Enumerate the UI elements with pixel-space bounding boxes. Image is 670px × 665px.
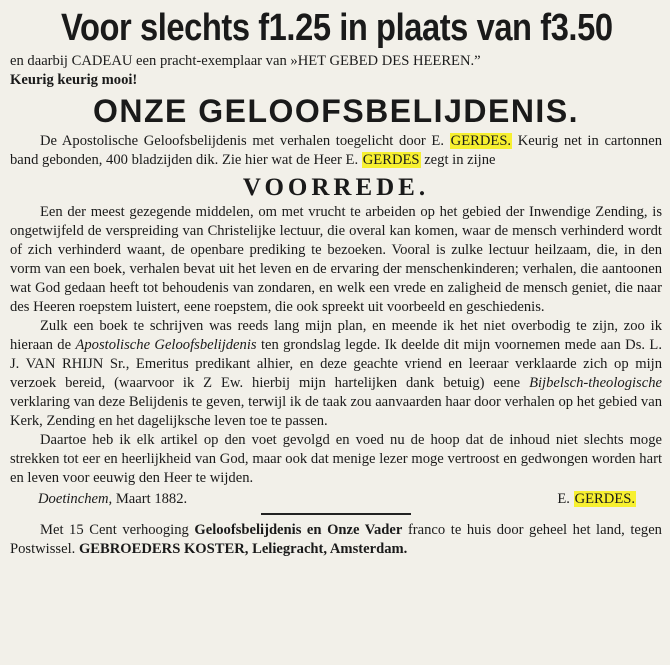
preface-paragraph-2 <box>10 317 662 431</box>
p2-text-c: verklaring van deze Belijdenis te geven, terwijl ik de taak zou aanvaarden haar door verhalen op het gebied van Kerk, Zending en het dagelijksche leven toe te passen. <box>10 394 662 429</box>
author-highlight-1: GERDES. <box>450 133 512 149</box>
p2-italic-a: Apostolische Geloofsbelijdenis <box>75 337 257 353</box>
headline-price: Voor slechts f1.25 in plaats van f3.50 <box>61 7 613 49</box>
advertisement <box>0 6 670 665</box>
footer-text-c: franco te huis door geheel het land, tegen Postwissel. <box>10 522 662 557</box>
intro-paragraph <box>10 132 662 170</box>
signature-initial: E. <box>557 491 570 507</box>
author-highlight-2: GERDES <box>362 152 420 168</box>
preface-paragraph-3: Daartoe heb ik elk artikel op den voet gevolgd en voed nu de hoop dat de inhoud niet slechts moge strekken tot eer en heerlijkheid van God, maar ook dat menige lezer moge vertroost en gedwongen worden hart en leven voor eeuwig den Heer te wijden. <box>10 432 662 486</box>
keurig-line: Keurig keurig mooi! <box>10 72 138 88</box>
cadeau-line: en daarbij CADEAU een pracht-exemplaar van »HET GEBED DES HEEREN.” <box>10 53 481 69</box>
separator-rule <box>261 513 411 515</box>
p2-italic-b: Bijbelsch-theologische <box>529 375 662 391</box>
p2-text-b: ten grondslag legde. Ik deelde dit mijn voornemen mede aan Ds. L. J. VAN RHIJN Sr., Emeritus predikant alhier, en deze geachte vriend en leeraar verklaarde zich op mijn verzoek bereid, (waarvoor ik Z Ew. hierbij mijn hartelijken dank betuig) eene <box>10 337 662 391</box>
intro-text-3: zegt in zijne <box>424 152 496 168</box>
signature-name: GERDES. <box>574 491 635 507</box>
intro-text-1: De Apostolische Geloofsbelijdenis met verhalen toegelicht door E. <box>40 133 444 149</box>
book-title: ONZE GELOOFSBELIJDENIS. <box>92 93 580 129</box>
intro-text-2: Keurig net in cartonnen band gebonden, 400 bladzijden dik. Zie hier wat de Heer E. <box>10 133 662 168</box>
footer-publisher: GEBROEDERS KOSTER, Leliegracht, Amsterdam. <box>78 541 408 557</box>
preface-paragraph-1: Een der meest gezegende middelen, om met vrucht te arbeiden op het gebied der Inwendige Zending, is ongetwijfeld de verspreiding van Christelijke lectuur, die overal kan komen, waar de mensch verhinderd wordt of zich verhinderd waant, de openbare prediking te bezoeken. Vooral is zulke lectuur heilzaam, die, in den vorm van een boek, verhalen bevat uit het leven en de ervaring der menschenkinderen; verhalen, die aantoonen wat God gedaan heeft tot behoudenis van zondaren, en welk een vrede en zaligheid de mensch geniet, die naar des Heeren roepstem luistert, eene roepstem, die ook spreekt uit voorbeeld en geschiedenis. <box>10 204 662 315</box>
p2-text-a: Zulk een boek te schrijven was reeds lang mijn plan, en meende ik het niet overbodig te zijn, zoo ik hieraan de <box>10 318 662 353</box>
signature-line <box>10 490 662 509</box>
signature-author <box>557 490 636 509</box>
footer-bold-b: Geloofsbelijdenis en Onze Vader <box>194 522 403 538</box>
footer-text-a: Met 15 Cent verhooging <box>40 522 189 538</box>
signature-date: Maart 1882. <box>115 491 188 507</box>
signature-place: Doetinchem, <box>38 491 113 507</box>
preface-title: VOORREDE. <box>242 174 430 201</box>
signature-place-date <box>38 490 187 509</box>
footer-paragraph <box>10 521 662 559</box>
